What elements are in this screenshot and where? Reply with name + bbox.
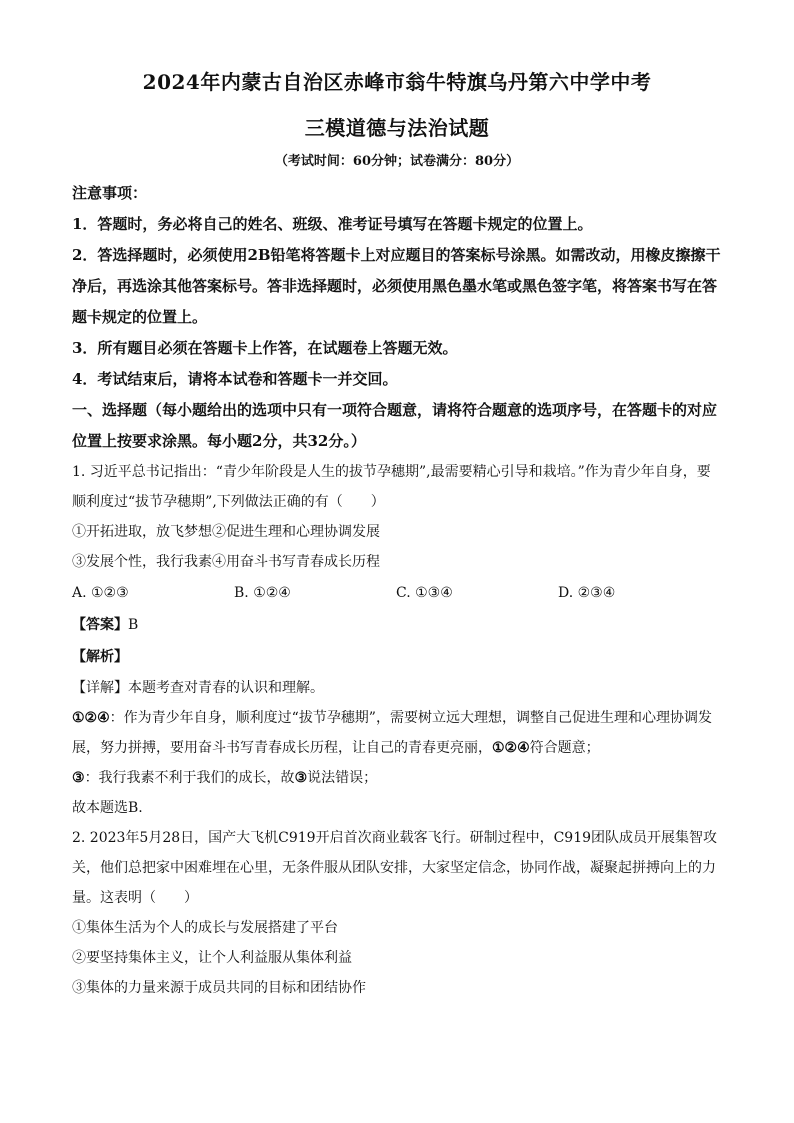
q1-explanation-1 xyxy=(72,703,722,763)
q2-statement-line1: ①集体生活为个人的成长与发展搭建了平台 xyxy=(72,920,338,936)
answer-tag: 【答案】 xyxy=(72,617,128,633)
q1-option-d: D. ②③④ xyxy=(558,585,616,601)
explanation-2-text: ：我行我素不利于我们的成长，故 xyxy=(84,770,295,786)
q1-option-c: C. ①③④ xyxy=(396,585,453,601)
q1-answer xyxy=(72,609,722,641)
notice-heading: 注意事项： xyxy=(72,184,148,202)
notice-item-2: 2．答选择题时，必须使用2B铅笔将答题卡上对应题目的答案标号涂黑。如需改动，用橡皮擦擦干净后，再选涂其他答案标号。答非选择题时，必须使用黑色墨水笔或黑色签字笔，将答案书写在答题卡规定的位置上。 xyxy=(72,246,721,326)
exam-meta: （考试时间：60分钟；试卷满分：80分） xyxy=(274,154,520,169)
q2-statement-line3: ③集体的力量来源于成员共同的目标和团结协作 xyxy=(72,980,366,996)
q2-stem: 2. 2023年5月28日，国产大飞机C919开启首次商业载客飞行。研制过程中，C919团队成员开展集智攻关，他们总把家中困难埋在心里，无条件服从团队安排，大家坚定信念，协同作战，凝聚起拼搏向上的力量。这表明（ ） xyxy=(72,830,718,906)
q1-stem: 1. 习近平总书记指出：“青少年阶段是人生的拔节孕穗期”,最需要精心引导和栽培。”作为青少年自身，要顺利度过“拔节孕穗期”,下列做法正确的有（ ） xyxy=(72,464,711,510)
explanation-1-tail: 符合题意； xyxy=(529,740,600,756)
detail-text: 本题考查对青春的认识和理解。 xyxy=(128,680,324,696)
q1-conclusion: 故本题选B. xyxy=(72,800,143,816)
answer-value: B xyxy=(128,617,139,633)
explanation-2-mark: ③ xyxy=(294,770,308,786)
explanation-1-mark: ①②④ xyxy=(492,740,530,756)
notice-item-4: 4．考试结束后，请将本试卷和答题卡一并交回。 xyxy=(72,370,398,388)
q1-option-b: B. ①②④ xyxy=(234,585,291,601)
explanation-1-text: ：作为青少年自身，顺利度过“拔节孕穗期”，需要树立远大理想，调整自己促进生理和心理协调发展，努力拼搏，要用奋斗书写青春成长历程，让自己的青春更亮丽， xyxy=(72,710,712,756)
q1-options xyxy=(72,577,722,609)
q1-option-a: A. ①②③ xyxy=(72,585,129,601)
explanation-2-lead: ③ xyxy=(72,770,85,786)
exam-title-line2: 三模道德与法治试题 xyxy=(304,116,490,140)
q2-statement-line2: ②要坚持集体主义，让个人利益服从集体利益 xyxy=(72,950,352,966)
q1-explanation-2 xyxy=(72,763,722,793)
q1-detail xyxy=(72,673,722,703)
section-1-heading: 一、选择题（每小题给出的选项中只有一项符合题意，请将符合题意的选项序号，在答题卡的对应位置上按要求涂黑。每小题2分，共32分。） xyxy=(72,401,718,450)
notice-item-3: 3．所有题目必须在答题卡上作答，在试题卷上答题无效。 xyxy=(72,339,458,357)
explanation-2-tail: 说法错误； xyxy=(307,770,378,786)
notice-item-1: 1．答题时，务必将自己的姓名、班级、准考证号填写在答题卡规定的位置上。 xyxy=(72,215,593,233)
explanation-1-lead: ①②④ xyxy=(72,710,110,726)
q1-statement-line1: ①开拓进取，放飞梦想②促进生理和心理协调发展 xyxy=(72,524,380,540)
q1-statement-line2: ③发展个性，我行我素④用奋斗书写青春成长历程 xyxy=(72,554,380,570)
analysis-tag: 【解析】 xyxy=(72,649,128,665)
exam-title-line1: 2024年内蒙古自治区赤峰市翁牛特旗乌丹第六中学中考 xyxy=(142,70,652,94)
q1-analysis xyxy=(72,641,722,673)
detail-tag: 【详解】 xyxy=(72,680,128,696)
